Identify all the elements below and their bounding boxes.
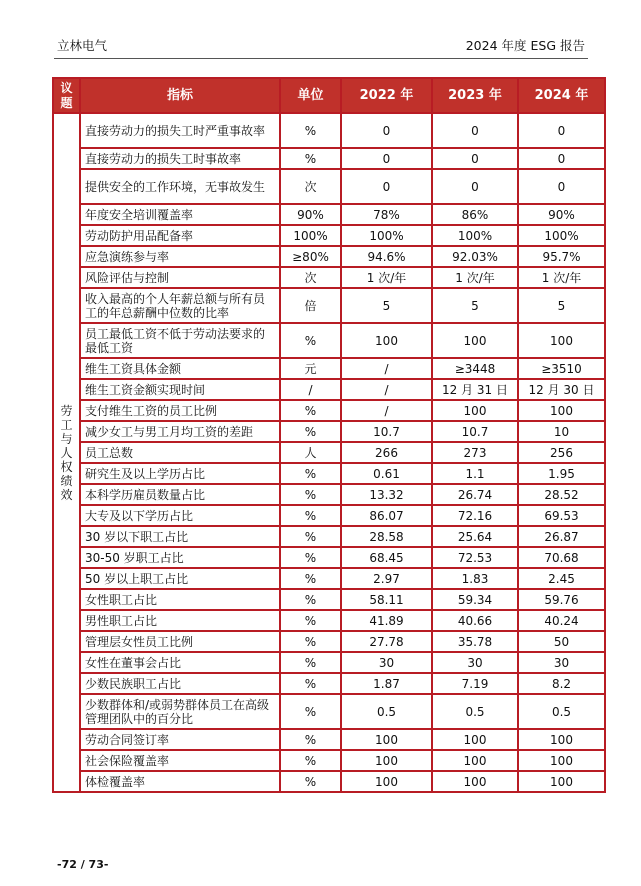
value-2023-cell: 5 [432,288,518,323]
indicator-cell: 男性职工占比 [80,610,280,631]
table-row [53,652,605,673]
value-2024-cell: 0 [518,169,605,204]
value-2024-cell: 50 [518,631,605,652]
unit-cell: % [280,631,341,652]
value-2024-cell: 0.5 [518,694,605,729]
value-2022-cell: 13.32 [341,484,432,505]
value-2024-cell: 5 [518,288,605,323]
report-title: 2024 年度 ESG 报告 [465,38,585,53]
value-2022-cell: 100 [341,771,432,792]
value-2024-cell: 12 月 30 日 [518,379,605,400]
value-2022-cell: / [341,400,432,421]
unit-cell: 人 [280,442,341,463]
unit-cell: % [280,113,341,148]
table-row [53,379,605,400]
value-2023-cell: 72.16 [432,505,518,526]
value-2023-cell: 100 [432,400,518,421]
indicator-cell: 直接劳动力的损失工时事故率 [80,148,280,169]
unit-cell: % [280,750,341,771]
table-row [53,610,605,631]
table-body [53,113,605,792]
page-number: -72 / 73- [57,858,109,871]
indicator-cell: 少数民族职工占比 [80,673,280,694]
value-2023-cell: 86% [432,204,518,225]
indicator-cell: 30 岁以下职工占比 [80,526,280,547]
unit-cell: % [280,589,341,610]
value-2022-cell: 100% [341,225,432,246]
topic-label: 劳工与人权绩效 [60,403,73,502]
topic-cell [53,113,80,792]
value-2022-cell: 10.7 [341,421,432,442]
indicator-cell: 女性职工占比 [80,589,280,610]
unit-cell: 次 [280,169,341,204]
unit-cell: % [280,463,341,484]
indicator-cell: 管理层女性员工比例 [80,631,280,652]
unit-cell: % [280,771,341,792]
value-2022-cell: 30 [341,652,432,673]
value-2022-cell: 266 [341,442,432,463]
col-header-2024: 2024 年 [518,78,605,113]
value-2023-cell: 100% [432,225,518,246]
table-row [53,246,605,267]
unit-cell: / [280,379,341,400]
value-2022-cell: 94.6% [341,246,432,267]
value-2022-cell: 0 [341,148,432,169]
indicator-cell: 女性在董事会占比 [80,652,280,673]
value-2022-cell: 5 [341,288,432,323]
indicator-cell: 本科学历雇员数量占比 [80,484,280,505]
indicator-cell: 应急演练参与率 [80,246,280,267]
value-2024-cell: 100 [518,323,605,358]
indicator-cell: 研究生及以上学历占比 [80,463,280,484]
indicator-cell: 提供安全的工作环境，无事故发生 [80,169,280,204]
value-2023-cell: 0 [432,169,518,204]
value-2024-cell: 100 [518,400,605,421]
unit-cell: ≥80% [280,246,341,267]
esg-data-table [52,77,606,793]
value-2024-cell: 0 [518,113,605,148]
table-row [53,225,605,246]
table-row [53,750,605,771]
table-row [53,568,605,589]
value-2022-cell: 68.45 [341,547,432,568]
value-2022-cell: 58.11 [341,589,432,610]
unit-cell: 90% [280,204,341,225]
unit-cell: 倍 [280,288,341,323]
value-2023-cell: 25.64 [432,526,518,547]
unit-cell: % [280,729,341,750]
unit-cell: % [280,694,341,729]
value-2024-cell: 90% [518,204,605,225]
value-2022-cell: 100 [341,750,432,771]
value-2024-cell: 2.45 [518,568,605,589]
unit-cell: % [280,148,341,169]
table-row [53,113,605,148]
table-row [53,267,605,288]
table-row [53,442,605,463]
value-2023-cell: 1 次/年 [432,267,518,288]
indicator-cell: 收入最高的个人年薪总额与所有员工的年总薪酬中位数的比率 [80,288,280,323]
value-2023-cell: 26.74 [432,484,518,505]
value-2024-cell: 100% [518,225,605,246]
value-2023-cell: 0 [432,113,518,148]
value-2023-cell: 100 [432,771,518,792]
value-2024-cell: 10 [518,421,605,442]
table-row [53,463,605,484]
indicator-cell: 体检覆盖率 [80,771,280,792]
company-name: 立林电气 [57,38,108,53]
value-2023-cell: 35.78 [432,631,518,652]
value-2023-cell: 1.1 [432,463,518,484]
value-2022-cell: 0 [341,113,432,148]
value-2024-cell: 100 [518,771,605,792]
value-2022-cell: 100 [341,729,432,750]
value-2022-cell: / [341,358,432,379]
indicator-cell: 30-50 岁职工占比 [80,547,280,568]
unit-cell: % [280,421,341,442]
indicator-cell: 少数群体和/或弱势群体员工在高级管理团队中的百分比 [80,694,280,729]
unit-cell: 次 [280,267,341,288]
value-2022-cell: 78% [341,204,432,225]
indicator-cell: 社会保险覆盖率 [80,750,280,771]
table-row [53,148,605,169]
indicator-cell: 风险评估与控制 [80,267,280,288]
table-header-row [53,78,605,113]
value-2022-cell: 27.78 [341,631,432,652]
unit-cell: % [280,610,341,631]
table-row [53,323,605,358]
value-2022-cell: 0.61 [341,463,432,484]
col-header-2023: 2023 年 [432,78,518,113]
value-2023-cell: 100 [432,729,518,750]
table-row [53,169,605,204]
indicator-cell: 减少女工与男工月均工资的差距 [80,421,280,442]
table-row [53,673,605,694]
value-2024-cell: 8.2 [518,673,605,694]
value-2024-cell: 26.87 [518,526,605,547]
value-2023-cell: 10.7 [432,421,518,442]
indicator-cell: 大专及以下学历占比 [80,505,280,526]
table-row [53,771,605,792]
value-2024-cell: 1 次/年 [518,267,605,288]
col-header-unit: 单位 [280,78,341,113]
value-2023-cell: 59.34 [432,589,518,610]
value-2023-cell: 7.19 [432,673,518,694]
value-2023-cell: 100 [432,750,518,771]
table-row [53,526,605,547]
value-2022-cell: / [341,379,432,400]
unit-cell: % [280,526,341,547]
value-2023-cell: ≥3448 [432,358,518,379]
table-row [53,484,605,505]
value-2022-cell: 1 次/年 [341,267,432,288]
table-row [53,505,605,526]
value-2024-cell: ≥3510 [518,358,605,379]
value-2023-cell: 72.53 [432,547,518,568]
value-2024-cell: 100 [518,729,605,750]
value-2024-cell: 40.24 [518,610,605,631]
indicator-cell: 年度安全培训覆盖率 [80,204,280,225]
unit-cell: % [280,652,341,673]
table-row [53,631,605,652]
value-2024-cell: 69.53 [518,505,605,526]
table-row [53,400,605,421]
table-row [53,358,605,379]
unit-cell: % [280,484,341,505]
indicator-cell: 维生工资金额实现时间 [80,379,280,400]
table-row [53,729,605,750]
table-row [53,204,605,225]
value-2022-cell: 1.87 [341,673,432,694]
unit-cell: % [280,505,341,526]
value-2022-cell: 2.97 [341,568,432,589]
table-row [53,288,605,323]
unit-cell: % [280,568,341,589]
unit-cell: 100% [280,225,341,246]
indicator-cell: 劳动防护用品配备率 [80,225,280,246]
value-2024-cell: 30 [518,652,605,673]
indicator-cell: 员工最低工资不低于劳动法要求的最低工资 [80,323,280,358]
col-header-topic: 议题 [53,78,80,113]
value-2024-cell: 256 [518,442,605,463]
indicator-cell: 员工总数 [80,442,280,463]
indicator-cell: 直接劳动力的损失工时严重事故率 [80,113,280,148]
table-row [53,694,605,729]
value-2023-cell: 30 [432,652,518,673]
value-2023-cell: 12 月 31 日 [432,379,518,400]
value-2024-cell: 100 [518,750,605,771]
value-2022-cell: 0.5 [341,694,432,729]
unit-cell: % [280,323,341,358]
unit-cell: % [280,400,341,421]
unit-cell: % [280,673,341,694]
value-2022-cell: 41.89 [341,610,432,631]
value-2024-cell: 70.68 [518,547,605,568]
value-2024-cell: 0 [518,148,605,169]
value-2022-cell: 86.07 [341,505,432,526]
value-2022-cell: 0 [341,169,432,204]
table-row [53,589,605,610]
value-2024-cell: 59.76 [518,589,605,610]
value-2023-cell: 100 [432,323,518,358]
value-2023-cell: 273 [432,442,518,463]
table-row [53,421,605,442]
value-2023-cell: 0.5 [432,694,518,729]
indicator-cell: 50 岁以上职工占比 [80,568,280,589]
value-2023-cell: 0 [432,148,518,169]
value-2022-cell: 100 [341,323,432,358]
value-2024-cell: 28.52 [518,484,605,505]
unit-cell: % [280,547,341,568]
header-divider [54,58,588,59]
table-row [53,547,605,568]
value-2024-cell: 95.7% [518,246,605,267]
indicator-cell: 劳动合同签订率 [80,729,280,750]
value-2023-cell: 1.83 [432,568,518,589]
indicator-cell: 维生工资具体金额 [80,358,280,379]
indicator-cell: 支付维生工资的员工比例 [80,400,280,421]
value-2023-cell: 40.66 [432,610,518,631]
value-2024-cell: 1.95 [518,463,605,484]
col-header-indicator: 指标 [80,78,280,113]
value-2022-cell: 28.58 [341,526,432,547]
unit-cell: 元 [280,358,341,379]
col-header-2022: 2022 年 [341,78,432,113]
value-2023-cell: 92.03% [432,246,518,267]
